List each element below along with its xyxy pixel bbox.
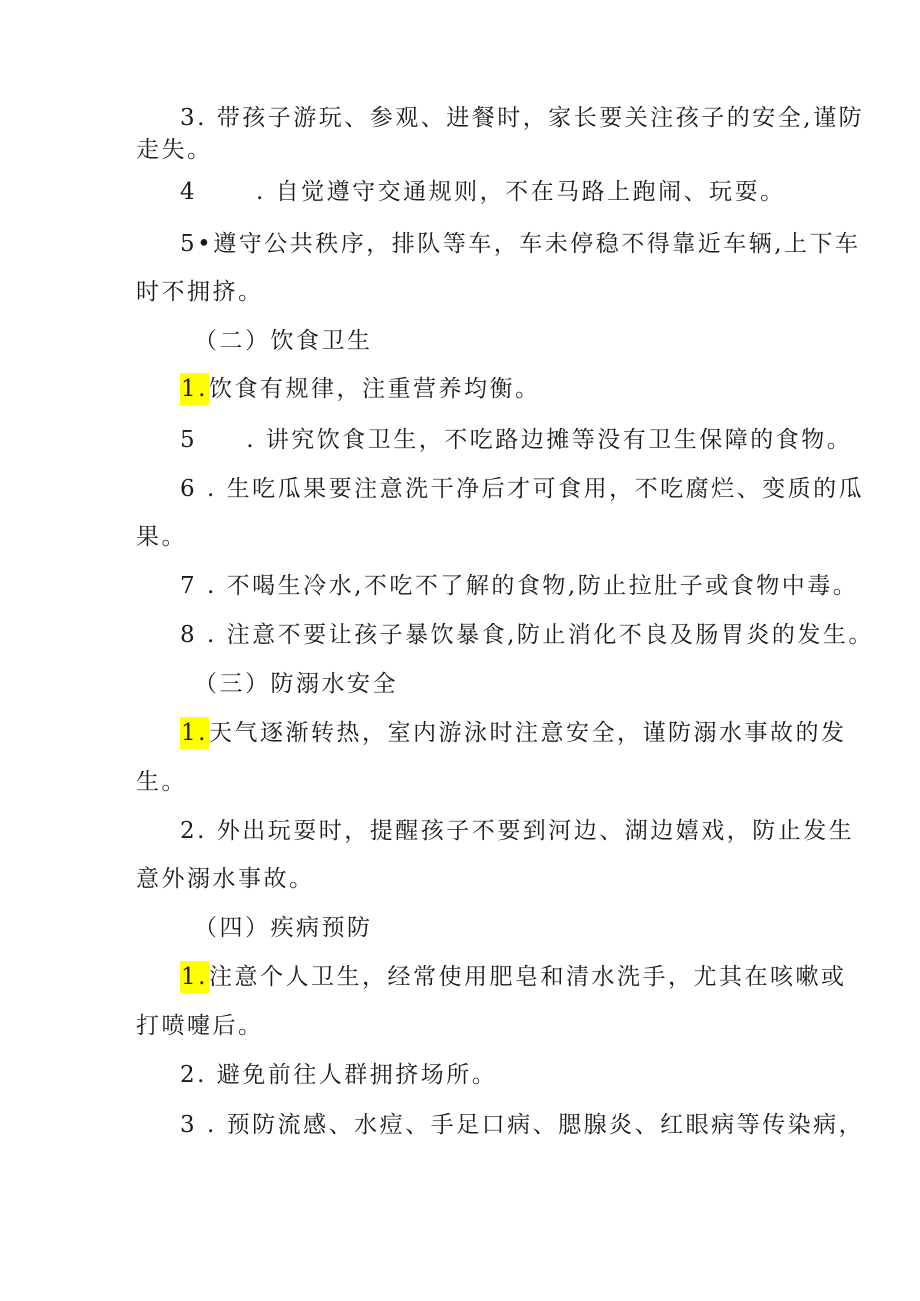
highlighted-number: 1. — [180, 961, 209, 993]
paragraph-line: 3. 带孩子游玩、参观、进餐时，家长要关注孩子的安全,谨防 — [180, 105, 865, 131]
section-heading: （四）疾病预防 — [194, 915, 373, 941]
highlighted-number: 1. — [180, 373, 209, 405]
paragraph-line: 果。 — [136, 524, 187, 550]
paragraph-line: 5•遵守公共秩序，排队等车，车未停稳不得靠近车辆,上下车 — [180, 231, 861, 257]
paragraph-line: 打喷嚏后。 — [136, 1013, 264, 1039]
paragraph-line — [180, 373, 540, 405]
paragraph-line: 6 . 生吃瓜果要注意洗干净后才可食用，不吃腐烂、变质的瓜 — [180, 476, 865, 502]
paragraph-text: 注意个人卫生，经常使用肥皂和清水洗手，尤其在咳嗽或 — [208, 964, 847, 990]
paragraph-line: 5 . 讲究饮食卫生，不吃路边摊等没有卫生保障的食物。 — [180, 427, 853, 453]
paragraph-text: 饮食有规律，注重营养均衡。 — [208, 376, 541, 402]
paragraph-line: 8 . 注意不要让孩子暴饮暴食,防止消化不良及肠胃炎的发生。 — [180, 622, 874, 648]
paragraph-line: 4 . 自觉遵守交通规则，不在马路上跑闹、玩耍。 — [180, 179, 786, 205]
paragraph-line: 时不拥挤。 — [136, 279, 264, 305]
paragraph-line: 意外溺水事故。 — [136, 866, 315, 892]
paragraph-line: 3 . 预防流感、水痘、手足口病、腮腺炎、红眼病等传染病， — [180, 1112, 865, 1138]
paragraph-line: 7 . 不喝生冷水,不吃不了解的食物,防止拉肚子或食物中毒。 — [180, 573, 859, 599]
paragraph-line: 2. 避免前往人群拥挤场所。 — [180, 1062, 498, 1088]
paragraph-line — [180, 961, 846, 993]
paragraph-line: 2. 外出玩耍时，提醒孩子不要到河边、湖边嬉戏，防止发生 — [180, 818, 855, 844]
paragraph-text: 天气逐渐转热，室内游泳时注意安全，谨防溺水事故的发 — [208, 720, 847, 746]
section-heading: （三）防溺水安全 — [194, 671, 398, 697]
paragraph-line: 走失。 — [136, 137, 213, 163]
paragraph-line: 生。 — [136, 769, 187, 795]
paragraph-line — [180, 717, 846, 749]
highlighted-number: 1. — [180, 717, 209, 749]
section-heading: （二）饮食卫生 — [194, 328, 373, 354]
